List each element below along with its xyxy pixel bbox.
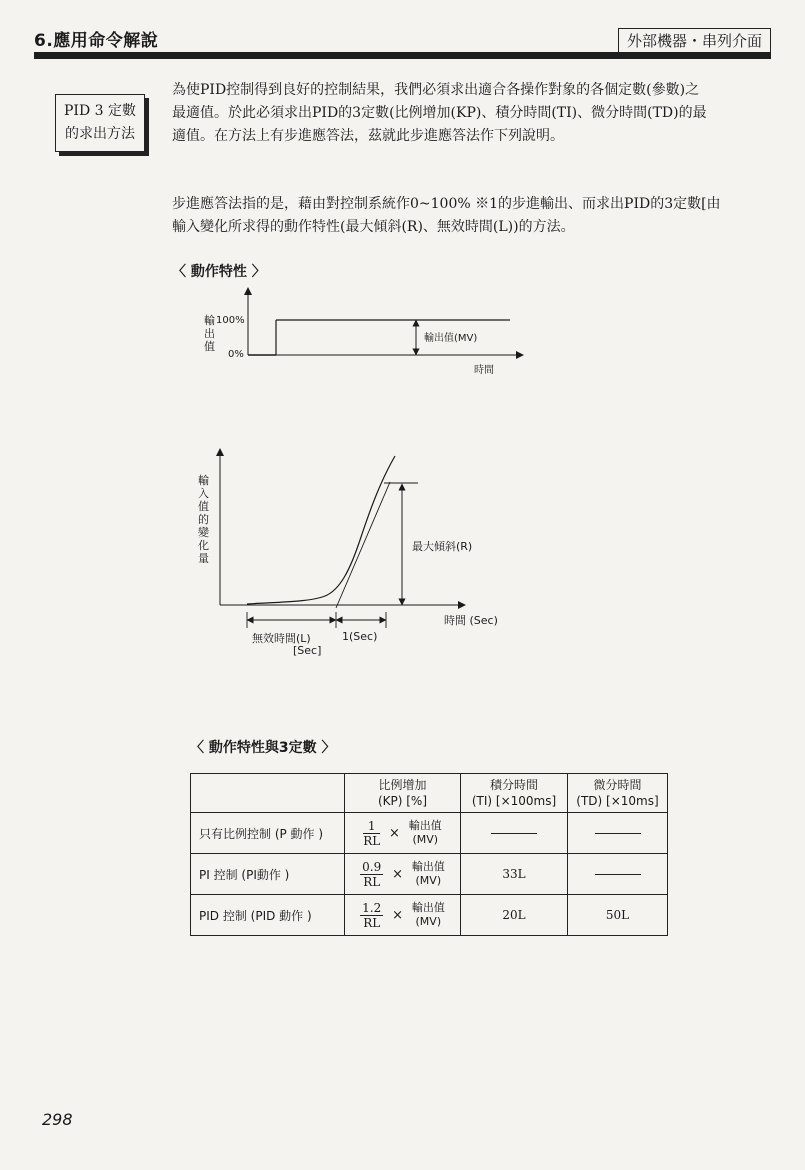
mv-term <box>409 819 442 847</box>
chart1-ylabel-3: 值 <box>204 340 215 353</box>
tick-100-label: 100% <box>216 315 245 326</box>
max-slope-tangent <box>336 482 390 608</box>
chart1-ylabel-1: 輸 <box>204 314 215 327</box>
response-curve <box>247 456 395 604</box>
header-kp <box>345 774 461 813</box>
header-kp-line2: (KP) [%] <box>377 794 428 808</box>
kp-formula-cell <box>345 813 461 854</box>
ti-cell <box>461 813 568 854</box>
intro-line-1: 為使PID控制得到良好的控制結果，我們必須求出適合各操作對象的各個定數(參數)之 <box>172 82 700 98</box>
chart2-ylabel-3: 值 <box>198 500 209 513</box>
chapter-title: 6.應用命令解說 <box>34 31 159 51</box>
kp-fraction <box>360 901 383 930</box>
one-sec-label: 1(Sec) <box>342 630 378 643</box>
mv-term-top: 輸出值 <box>408 819 442 832</box>
page-number: 298 <box>42 1110 73 1129</box>
tick-0-label: 0% <box>228 349 244 360</box>
times-sign: × <box>392 907 403 923</box>
times-sign: × <box>392 866 403 882</box>
kp-fraction <box>363 819 380 848</box>
times-sign: × <box>389 825 400 841</box>
ti-cell: 20L <box>461 895 568 936</box>
chart2-ylabel-1: 輸 <box>198 474 209 487</box>
empty-dash <box>595 833 641 834</box>
intro-line-3: 適值。在方法上有步進應答法，茲就此步進應答法作下列說明。 <box>172 128 564 144</box>
table-header-row <box>191 774 668 813</box>
td-cell <box>568 854 668 895</box>
kp-formula-cell <box>345 895 461 936</box>
pid-constants-table <box>190 773 668 936</box>
input-response-chart <box>190 440 530 660</box>
mv-term <box>412 901 445 929</box>
category-tag: 外部機器・串列介面 <box>618 28 771 53</box>
row-label: PI 控制 (PI動作 ) <box>191 854 345 895</box>
table-corner-cell <box>191 774 345 813</box>
chart2-ylabel-5: 變 <box>198 526 209 539</box>
mv-term-top: 輸出值 <box>411 860 445 873</box>
step-output-chart <box>190 285 530 380</box>
intro-line-2: 最適值。於此必須求出PID的3定數(比例增加(KP)、積分時間(TI)、微分時間(TD)的最 <box>172 105 707 121</box>
chart1-ylabel-2: 出 <box>204 327 215 340</box>
fraction-numerator: 1 <box>363 819 380 834</box>
max-slope-label: 最大傾斜(R) <box>412 540 473 553</box>
mv-term <box>412 860 445 888</box>
chart2-xlabel: 時間 (Sec) <box>444 614 498 627</box>
header-ti-line2: (TI) [×100ms] <box>471 794 557 808</box>
chart2-ylabel-6: 化 <box>198 539 209 552</box>
chart2-ylabel-2: 入 <box>198 487 209 500</box>
deadtime-unit: [Sec] <box>293 644 322 657</box>
empty-dash <box>491 833 537 834</box>
side-heading-box <box>55 94 145 152</box>
deadtime-label: 無效時間(L) <box>252 632 311 645</box>
fraction-denominator: RL <box>363 833 381 848</box>
row-label: PID 控制 (PID 動作 ) <box>191 895 345 936</box>
header-td-line2: (TD) [×10ms] <box>576 794 659 808</box>
table-row <box>191 854 668 895</box>
header-td <box>568 774 668 813</box>
chart1-xlabel: 時間 <box>474 365 494 376</box>
fraction-numerator: 0.9 <box>362 859 382 874</box>
header-kp-line1: 比例增加 <box>378 778 427 792</box>
kp-fraction <box>360 860 383 889</box>
td-cell: 50L <box>568 895 668 936</box>
mv-label: 輸出值(MV) <box>424 333 478 344</box>
section-title-characteristics: 〈 動作特性 〉 <box>172 264 266 280</box>
side-heading-line2: 的求出方法 <box>65 126 135 142</box>
empty-dash <box>595 874 641 875</box>
intro-paragraph <box>172 79 758 148</box>
header-ti-line1: 積分時間 <box>489 778 538 792</box>
mv-term-bottom: (MV) <box>415 874 442 887</box>
method-line-2: 輸入變化所求得的動作特性(最大傾斜(R)、無效時間(L))的方法。 <box>172 219 575 235</box>
fraction-denominator: RL <box>363 915 381 930</box>
ti-cell: 33L <box>461 854 568 895</box>
mv-term-top: 輸出值 <box>411 901 445 914</box>
method-line-1: 步進應答法指的是，藉由對控制系統作0~100% ※1的步進輸出、而求出PID的3定數[由 <box>172 196 721 212</box>
kp-formula-cell <box>345 854 461 895</box>
side-heading-line1: PID 3 定數 <box>64 103 136 119</box>
header-td-line1: 微分時間 <box>593 778 642 792</box>
section-title-constants: 〈 動作特性與3定數 〉 <box>190 740 336 756</box>
table-row <box>191 895 668 936</box>
table-row <box>191 813 668 854</box>
chart2-ylabel-7: 量 <box>198 552 209 565</box>
chart2-ylabel-4: 的 <box>198 513 209 526</box>
mv-term-bottom: (MV) <box>415 915 442 928</box>
mv-term-bottom: (MV) <box>412 833 439 846</box>
td-cell <box>568 813 668 854</box>
row-label: 只有比例控制 (P 動作 ) <box>191 813 345 854</box>
fraction-denominator: RL <box>363 874 381 889</box>
header-rule <box>34 52 771 59</box>
fraction-numerator: 1.2 <box>362 900 382 915</box>
method-paragraph <box>172 193 758 239</box>
header-ti <box>461 774 568 813</box>
